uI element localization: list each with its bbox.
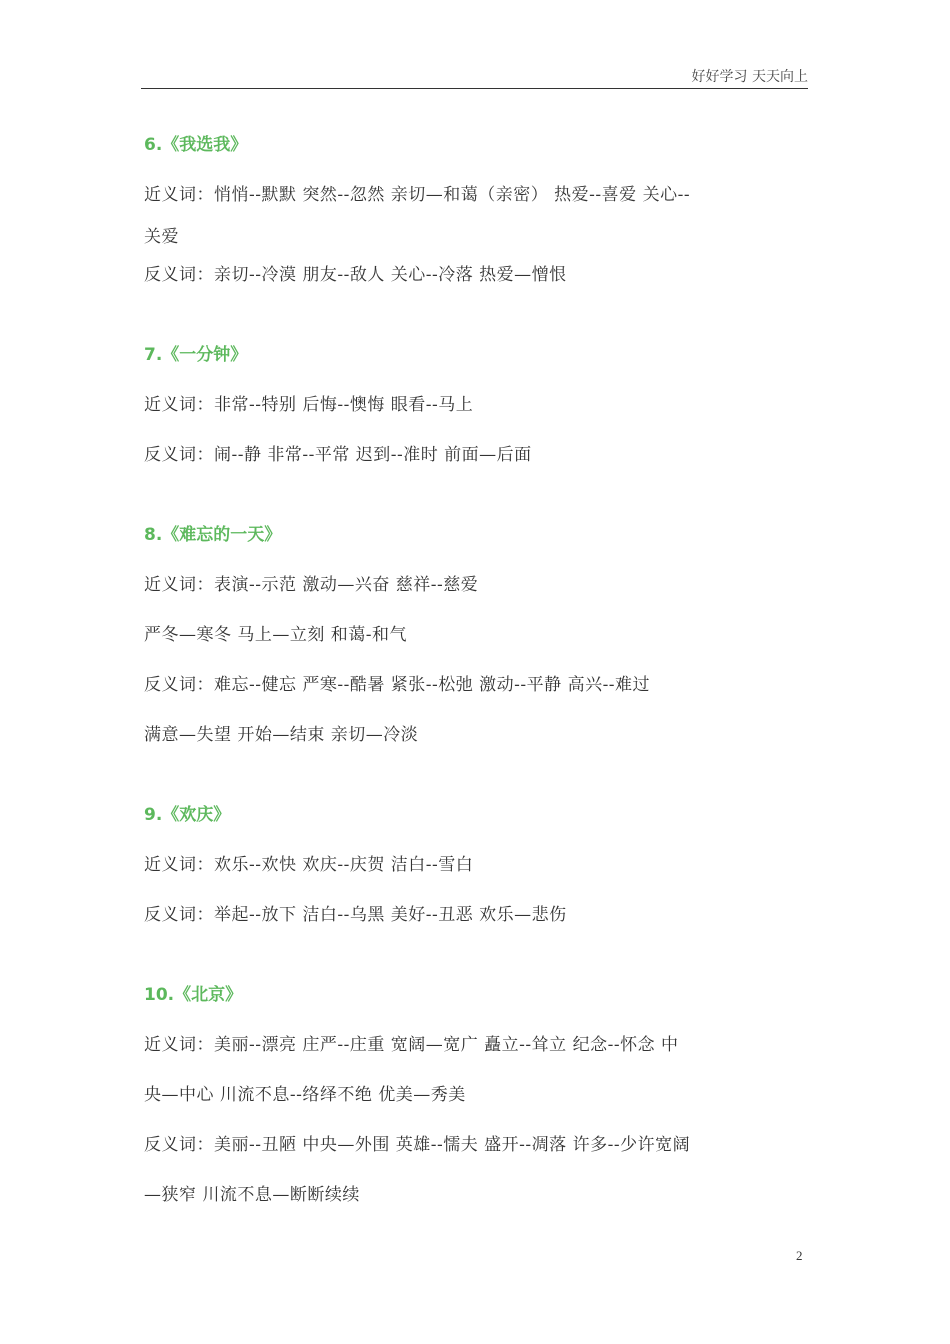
synonym-line: 近义词：美丽--漂亮 庄严--庄重 宽阔—宽广 矗立--耸立 纪念--怀念 中 [144, 1035, 679, 1055]
section-heading-8: 8.《难忘的一天》 [144, 525, 282, 545]
section-heading-10: 10.《北京》 [144, 985, 243, 1005]
section-heading-7: 7.《一分钟》 [144, 345, 248, 365]
synonym-line-continued: 关爱 [144, 227, 179, 247]
synonym-line-continued: 央—中心 川流不息--络绎不绝 优美—秀美 [144, 1085, 466, 1105]
antonym-line: 反义词：亲切--冷漠 朋友--敌人 关心--冷落 热爱—憎恨 [144, 265, 567, 285]
synonym-line: 近义词：非常--特别 后悔--懊悔 眼看--马上 [144, 395, 474, 415]
antonym-line: 反义词：美丽--丑陋 中央—外围 英雄--懦夫 盛开--凋落 许多--少许宽阔 [144, 1135, 691, 1155]
antonym-line: 反义词：闹--静 非常--平常 迟到--准时 前面—后面 [144, 445, 532, 465]
header-motto: 好好学习 天天向上 [691, 69, 808, 85]
synonym-line: 近义词：欢乐--欢快 欢庆--庆贺 洁白--雪白 [144, 855, 474, 875]
header-divider [141, 88, 808, 89]
antonym-line: 反义词：难忘--健忘 严寒--酷暑 紧张--松弛 激动--平静 高兴--难过 [144, 675, 651, 695]
antonym-line-continued: 满意—失望 开始—结束 亲切—冷淡 [144, 725, 419, 745]
synonym-line: 近义词：表演--示范 激动—兴奋 慈祥--慈爱 [144, 575, 479, 595]
antonym-line: 反义词：举起--放下 洁白--乌黑 美好--丑恶 欢乐—悲伤 [144, 905, 567, 925]
section-heading-9: 9.《欢庆》 [144, 805, 231, 825]
section-heading-6: 6.《我选我》 [144, 135, 248, 155]
page-header [141, 66, 808, 88]
synonym-line-continued: 严冬—寒冬 马上—立刻 和蔼-和气 [144, 625, 408, 645]
synonym-line: 近义词：悄悄--默默 突然--忽然 亲切—和蔼（亲密） 热爱--喜爱 关心-- [144, 185, 691, 205]
antonym-line-continued: —狭窄 川流不息—断断续续 [144, 1185, 360, 1205]
page-number: 2 [796, 1248, 803, 1263]
